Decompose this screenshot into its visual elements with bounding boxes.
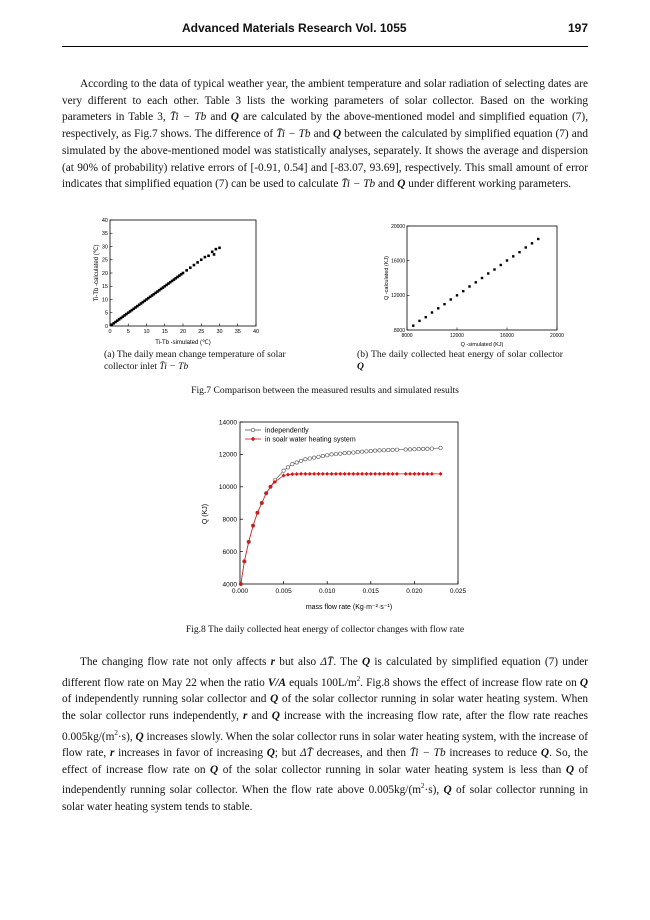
fig7a-ytick-label-2: 10	[101, 297, 108, 304]
fig8-series-0-point-14	[304, 458, 307, 461]
legend-label-independently: independently	[265, 427, 309, 435]
p1-sym-q-3: Q	[397, 178, 406, 191]
fig8-series-0-point-19	[326, 454, 329, 457]
fig7a-caption-sym: T̄i − Tb	[159, 361, 189, 372]
fig7b-caption-q: Q	[357, 361, 364, 372]
fig7b-point-19	[531, 242, 533, 244]
fig8-series-0-point-32	[382, 448, 385, 451]
fig8-series-0-point-38	[413, 448, 416, 451]
fig8-series-1-point-41	[425, 472, 429, 476]
fig8-series-0-point-21	[334, 452, 337, 455]
p2-text-1: The changing flow rate not only affects	[80, 656, 267, 668]
fig7b-point-12	[487, 272, 489, 274]
p2-sym-q-5: Q	[135, 730, 144, 743]
fig8-series-1-point-40	[421, 472, 425, 476]
p2-text-8: of the solar collector running in solar water heating system. When the solar collector runs independently,	[62, 693, 588, 722]
fig7a-ytick-label-4: 20	[101, 270, 108, 277]
fig7a-xtick-label-7: 35	[234, 329, 241, 335]
p2-sym-q-10: Q	[443, 784, 452, 797]
fig7a-caption-text: (a) The daily mean change temperature of solar collector inlet	[104, 349, 286, 372]
fig8-series-1-point-15	[308, 472, 312, 476]
fig7a-point-39	[182, 272, 185, 275]
fig7a-xtick-label-6: 30	[216, 329, 223, 335]
legend-marker-system	[251, 437, 255, 441]
p2-text-7: of independently running solar collector and	[62, 693, 267, 706]
p1-text-2: and	[210, 111, 227, 124]
legend-label-system: in soalr water heating system	[265, 436, 356, 444]
fig7a-point-48	[213, 253, 216, 256]
fig7b-xlabel: Q -simulated (KJ)	[460, 342, 504, 348]
fig7a-point-46	[207, 254, 210, 257]
p2-text-13: increases in favor of increasing	[118, 747, 263, 760]
fig7b-caption	[357, 349, 563, 373]
fig7b-svg	[380, 220, 565, 348]
fig7a-ytick-label-1: 5	[104, 310, 108, 317]
fig8-series-1-point-27	[360, 472, 364, 476]
fig8-series-1-point-11	[290, 472, 294, 476]
fig8-series-1-point-24	[347, 472, 351, 476]
p2-text-10: increase with the increasing flow rate, after the flow rate reaches 0.005kg/(m	[62, 709, 588, 743]
p2-text-4: is calculated by simplified equation (7) under different flow rate on May 22 when the ratio	[62, 656, 588, 689]
fig7b-point-3	[431, 311, 433, 313]
fig7b-point-1	[418, 320, 420, 322]
fig8-ytick-label-1: 6000	[222, 548, 237, 556]
fig7-caption: Fig.7 Comparison between the measured results and simulated results	[191, 385, 459, 396]
p2-text-5: equals 100L/m	[289, 676, 357, 689]
fig8-series-1-point-33	[386, 472, 390, 476]
fig7b-ytick-label-0: 8000	[393, 327, 405, 334]
fig8-caption: Fig.8 The daily collected heat energy of collector changes with flow rate	[185, 624, 465, 635]
p2-text-14: ; but	[274, 747, 297, 760]
fig7b-xtick-label-2: 16000	[500, 333, 514, 339]
fig7b-xtick-label-3: 20000	[550, 333, 564, 339]
fig7a-svg	[96, 216, 271, 346]
p2-text-15: decreases, and then	[316, 747, 407, 760]
fig8-ytick-label-5: 14000	[218, 419, 237, 427]
fig7a-ylabel: Ti-Tb -calculated (℃)	[94, 244, 100, 302]
p2-sym-q-8: Q	[210, 763, 219, 776]
fig7b-point-18	[525, 246, 527, 248]
fig7a-xtick-label-0: 0	[108, 329, 112, 335]
fig7a-ytick-label-0: 0	[104, 323, 108, 330]
fig8-series-1-point-21	[334, 472, 338, 476]
fig7a-caption	[104, 349, 314, 373]
p1-text-7: under different working parameters.	[408, 178, 572, 191]
fig7a-point-47	[211, 251, 214, 254]
fig8-series-0-point-31	[378, 449, 381, 452]
fig8-legend	[245, 428, 356, 444]
p2-text-11: ·s),	[117, 730, 133, 743]
fig8-series-0-point-25	[352, 451, 355, 454]
p2-sym-r-2: r	[242, 709, 248, 722]
fig7b-point-2	[425, 316, 427, 318]
fig7a-ytick-label-6: 30	[101, 244, 108, 251]
p1-sym-q-1: Q	[230, 111, 239, 124]
fig8-series-1-point-42	[430, 472, 434, 476]
fig8-series-1-point-18	[321, 472, 325, 476]
p2-sym-va: V/A	[267, 676, 287, 689]
fig8-series-0-point-35	[395, 448, 398, 451]
fig8-ylabel: Q (KJ)	[202, 503, 209, 525]
p2-sym-q-1: Q	[361, 656, 371, 668]
fig7b-ylabel: Q -calculated (KJ)	[384, 255, 390, 301]
p2-text-6: . Fig.8 shows the effect of increase flow rate on	[360, 676, 577, 689]
p2-sym-q-9: Q	[565, 763, 575, 776]
fig8-xlabel: mass flow rate (Kg·m⁻²·s⁻¹)	[305, 604, 393, 611]
p2-sym-q-7: Q	[540, 747, 550, 760]
fig8-series-0-point-27	[360, 450, 363, 453]
fig8-series-0-point-40	[421, 447, 424, 450]
p2-sym-q-3: Q	[270, 693, 279, 706]
fig8-series-0-point-22	[339, 452, 342, 455]
fig8-series-1-point-31	[378, 472, 382, 476]
fig8-series-0-point-23	[343, 451, 346, 454]
fig7a-ytick-label-5: 25	[101, 257, 108, 264]
paragraph-1	[62, 76, 588, 193]
fig8-series-0-point-41	[426, 447, 429, 450]
fig8-series-0-point-42	[430, 447, 433, 450]
fig7a-ytick-label-7: 35	[101, 231, 108, 238]
paragraph-2: The changing flow rate not only affects r but also ΔT̄. The Q is calculated by simplified equation (7) under different flow rate on May 22 when the ratio V/A equals $100L/m^2$. Fig.8 shows the effect of increase flow rate on Q of independently running solar collector and Q of the solar collector running in solar water heating system. When the solar collector runs independently, r and Q increase with the increasing flow rate, after the flow rate reaches $0.005kg/(m^2\cdot s)$, Q increases slowly. When the solar collector runs in solar water heating system, with the increase of flow rate, r increases in favor of increasing Q; but ΔT̄ decreases, and then T̄i − Tb increases to reduce Q. So, the effect of increase flow rate on Q of the solar collector running in solar water heating system is less than Q of independently running solar collector. When the flow rate above $0.005kg/(m^2\cdot s)$, Q of solar collector running in solar water heating system tends to stable.	[62, 656, 589, 813]
fig8-xtick-label-1: 0.005	[275, 588, 292, 595]
fig7a-point-49	[215, 248, 218, 251]
fig7a-xlabel: Ti-Tb -simulated (℃)	[155, 340, 211, 346]
fig7b-chart	[380, 220, 565, 348]
fig7a-xtick-label-4: 20	[179, 329, 187, 335]
header-rule	[62, 46, 588, 47]
journal-title: Advanced Materials Research Vol. 1055	[182, 21, 407, 35]
fig8-series-0-point-39	[417, 447, 420, 450]
fig8-series-0-point-29	[369, 449, 372, 452]
fig8-series-0-point-15	[308, 457, 311, 460]
fig8-series-0-point-34	[391, 448, 394, 451]
fig7b-point-14	[500, 264, 502, 266]
fig8-series-0-point-33	[387, 448, 390, 451]
p2-text-3: . The	[333, 656, 358, 668]
fig8-series-0-point-24	[347, 451, 350, 454]
fig8-series-0-point-11	[291, 462, 294, 465]
fig7b-point-11	[481, 277, 483, 279]
fig8-series-0-point-12	[295, 461, 298, 464]
fig7b-point-16	[512, 255, 514, 257]
fig7b-point-8	[462, 290, 464, 292]
fig7b-point-17	[518, 251, 520, 253]
fig7a-xtick-label-8: 40	[252, 329, 260, 335]
fig7b-point-9	[468, 285, 470, 287]
fig8-series-0-point-13	[299, 459, 302, 462]
p2-text-21: of solar collector running in solar water heating system tends to stable.	[62, 784, 588, 813]
p2-sym-q-4: Q	[271, 709, 280, 722]
fig8-chart	[192, 416, 472, 612]
fig8-series-1-point-28	[364, 472, 368, 476]
fig8-series-1-point-35	[395, 472, 399, 476]
fig8-series-line-0	[241, 448, 441, 584]
fig8-series-0-point-10	[286, 466, 289, 469]
fig8-series-1-point-29	[369, 472, 373, 476]
fig7b-xtick-label-1: 12000	[450, 333, 464, 339]
fig8-svg	[192, 416, 472, 612]
fig7a-chart	[96, 216, 271, 346]
p2-text-17: . So, the effect of increase flow rate on	[62, 747, 588, 776]
fig8-axes-frame	[240, 422, 458, 584]
fig8-series-1-point-19	[325, 472, 329, 476]
p2-text-20: ·s),	[424, 784, 440, 797]
fig8-series-1-point-10	[286, 473, 290, 477]
fig7b-ytick-label-1: 12000	[391, 293, 405, 300]
fig8-series-0-point-20	[330, 453, 333, 456]
fig7a-point-41	[189, 266, 192, 269]
fig8-series-0-point-43	[439, 446, 442, 449]
fig8-series-1-point-43	[439, 472, 443, 476]
fig8-ytick-label-0: 4000	[222, 581, 237, 589]
page-number: 197	[567, 21, 588, 35]
p1-sym-q-2: Q	[332, 128, 342, 141]
fig8-series-1-point-22	[338, 472, 342, 476]
p2-text-18: of the solar collector running in solar water heating system is less than	[222, 763, 562, 776]
fig8-xtick-label-4: 0.020	[406, 588, 423, 595]
fig7b-point-15	[506, 259, 508, 261]
p2-sym-q-2: Q	[579, 676, 588, 689]
p1-text-1: According to the data of typical weather year, the ambient temperature and solar radiation of selecting dates are very different to each other. Table 3 lists the working parameters of solar collector. Based on the working parameters in Table 3,	[62, 78, 588, 124]
fig8-series-1-point-23	[343, 472, 347, 476]
fig8-series-1-point-26	[356, 472, 360, 476]
p2-sym-dt-1: ΔT̄	[320, 656, 334, 668]
fig8-ytick-label-2: 8000	[222, 516, 237, 524]
fig8-series-1-point-25	[351, 472, 355, 476]
fig7b-point-4	[437, 307, 439, 309]
fig8-series-0-point-26	[356, 450, 359, 453]
p1-text-4: and	[313, 128, 330, 141]
p1-sym-titb-1: T̄i − Tb	[169, 111, 207, 124]
fig7b-point-5	[443, 303, 445, 305]
p1-text-5: between the calculated by simplified equation (7) and simulated by the above-mentioned model was statistically analyses, separately. It shows the average and dispersion (at 90% of probability) relative errors of [-0.91, 0.54] and [-83.07, 93.69], respectively. This small amount of error indicates that simplified equation (7) can be used to calculate	[62, 128, 589, 191]
p2-sym-titb: T̄i − Tb	[409, 747, 446, 760]
fig7a-xtick-label-1: 5	[126, 329, 130, 335]
fig8-series-line-1	[241, 474, 441, 584]
p1-sym-titb-2: T̄i − Tb	[276, 128, 311, 141]
p2-sym-r-1: r	[270, 656, 276, 668]
fig7a-xtick-label-2: 10	[143, 329, 150, 335]
fig7b-point-10	[475, 281, 477, 283]
fig7a-point-43	[196, 261, 199, 264]
fig8-series-1-point-32	[382, 472, 386, 476]
fig8-series-0-point-16	[312, 456, 315, 459]
fig7b-point-7	[456, 294, 458, 296]
fig8-xtick-label-5: 0.025	[449, 588, 467, 595]
fig7b-ytick-label-2: 16000	[391, 258, 405, 265]
running-header	[0, 18, 650, 38]
p2-sym-r-3: r	[109, 747, 115, 760]
p2-sym-q-6: Q	[266, 747, 275, 760]
fig8-series-0-point-18	[321, 454, 324, 457]
fig8-series-1-point-12	[295, 472, 299, 476]
fig8-series-1-point-36	[404, 472, 408, 476]
fig8-series-1-point-38	[412, 472, 416, 476]
fig8-series-1-point-30	[373, 472, 377, 476]
fig8-series-0-point-36	[404, 448, 407, 451]
fig7b-point-13	[493, 268, 495, 270]
fig8-xtick-label-2: 0.010	[319, 588, 336, 595]
fig8-series-0-point-28	[365, 450, 368, 453]
fig7a-ytick-label-3: 15	[101, 284, 108, 291]
p2-text-16: increases to reduce	[449, 747, 538, 760]
p1-text-6: and	[378, 178, 395, 191]
p2-text-19: of independently running solar collector. When the flow rate above 0.005kg/(m	[62, 763, 588, 797]
fig8-ytick-label-4: 12000	[218, 451, 237, 459]
p2-sym-dt-2: ΔT̄	[299, 747, 313, 760]
fig8-series-1-point-17	[316, 472, 320, 476]
fig8-series-0-point-9	[282, 469, 285, 472]
fig8-series-1-point-14	[303, 472, 307, 476]
fig7b-point-6	[450, 298, 452, 300]
fig7b-ytick-label-3: 20000	[391, 223, 405, 230]
fig7b-point-0	[412, 324, 414, 326]
fig8-series-1-point-37	[408, 472, 412, 476]
fig8-series-1-point-16	[312, 472, 316, 476]
fig7a-point-50	[218, 247, 221, 250]
fig7b-caption-text: (b) The daily collected heat energy of solar collector	[357, 349, 563, 360]
fig8-series-1-point-20	[330, 472, 334, 476]
p2-text-9: and	[251, 709, 268, 722]
legend-marker-independently	[251, 428, 255, 432]
fig7a-point-42	[193, 264, 196, 267]
p2-text-2: but also	[279, 656, 317, 668]
fig7a-xtick-label-3: 15	[161, 329, 168, 335]
fig7a-ytick-label-8: 40	[101, 217, 108, 224]
p1-text-3: are calculated by the above-mentioned model and simplified equation (7), respectively, as Fig.7 shows. The difference of	[62, 111, 589, 141]
fig7a-point-45	[204, 256, 207, 259]
p1-sym-titb-3: T̄i − Tb	[341, 178, 376, 191]
fig8-series-1-point-34	[391, 472, 395, 476]
fig8-series-1-point-13	[299, 472, 303, 476]
fig7a-point-44	[200, 258, 203, 261]
fig7a-xtick-label-5: 25	[198, 329, 205, 335]
fig8-series-1-point-39	[417, 472, 421, 476]
fig7b-xtick-label-0: 8000	[401, 333, 413, 339]
fig8-series-0-point-37	[408, 448, 411, 451]
fig8-series-0-point-17	[317, 455, 320, 458]
fig7a-point-40	[185, 269, 188, 272]
fig8-ytick-label-3: 10000	[218, 484, 237, 492]
fig8-series-0-point-30	[373, 449, 376, 452]
fig7b-point-20	[537, 238, 539, 240]
fig8-xtick-label-3: 0.015	[362, 588, 379, 595]
p2-text-12: increases slowly. When the solar collector runs in solar water heating system, with the increase of flow rate,	[62, 730, 589, 760]
fig8-xtick-label-0: 0.000	[231, 588, 249, 595]
